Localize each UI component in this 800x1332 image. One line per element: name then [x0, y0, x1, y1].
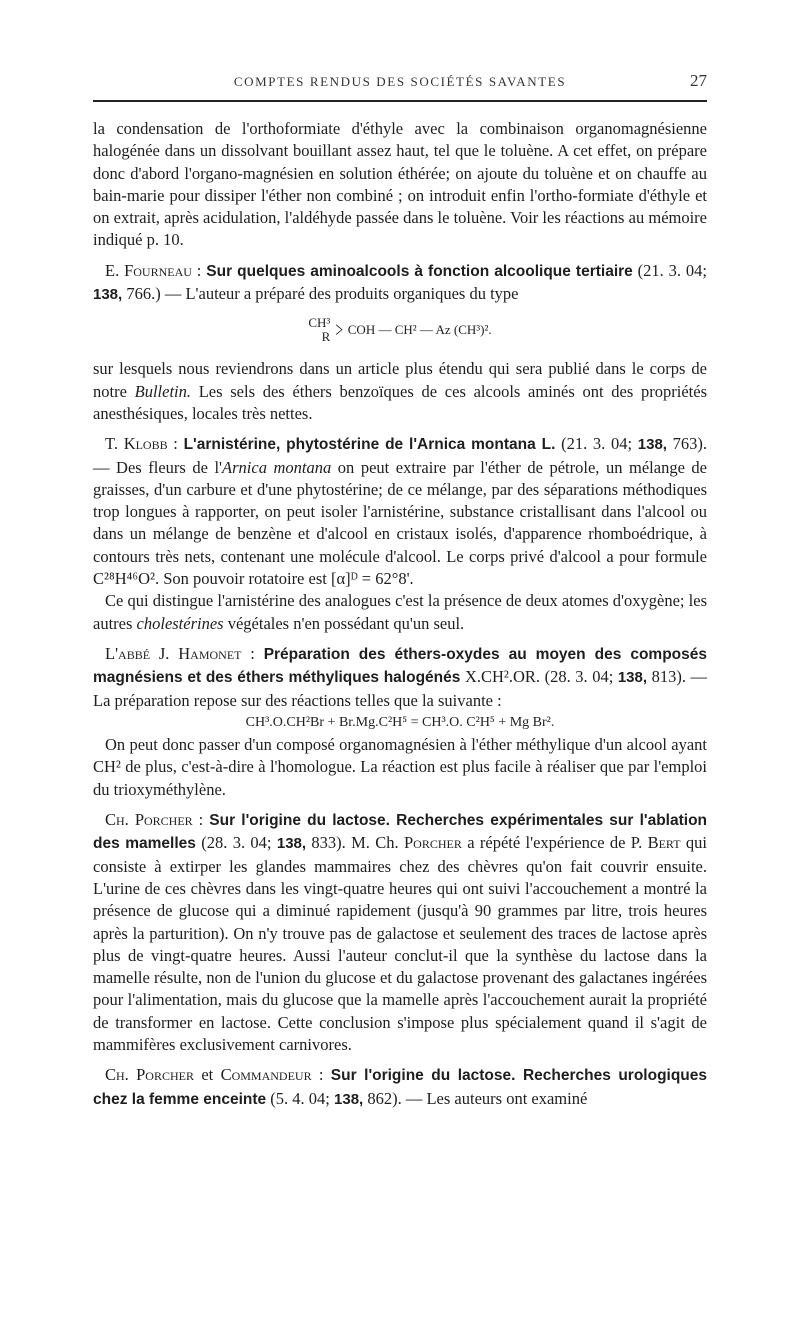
- author-name: Porcher: [136, 1065, 194, 1085]
- page-body: [93, 118, 707, 1111]
- page-number: 27: [690, 71, 707, 90]
- author-initial: L'abbé J.: [105, 643, 170, 663]
- author-initial: E.: [105, 260, 120, 280]
- reference: (21. 3. 04;: [637, 260, 707, 280]
- abstract-text: — Les auteurs ont examiné: [405, 1088, 588, 1108]
- abstract-text: — La préparation repose sur des réactions telles que la suivante :: [93, 667, 708, 710]
- reference-page: 813).: [651, 667, 686, 687]
- abstract-text: — Des fleurs de l': [93, 457, 223, 477]
- volume-number: 138,: [334, 1090, 364, 1108]
- abstract-text: on peut extraire par l'éther de pétrole, un mélange de graisses, d'un carbure et d'une phytostérine; de ce mélange, par des séparations méthodiques trop longues à rapporter, on peut isoler l'arnistérine, substance cristallisant dans l'alcool ou dans un mélange de benzène et d'alcool en cristaux isolés, d'apparence rhomboédrique, à contours très nets, contenant une molécule d'alcool. Le corps privé d'alcool a pour formule C²⁸H⁴⁶O². Son pouvoir rotatoire est [α]ᴰ = 62°8'.: [93, 457, 708, 589]
- connector: et: [201, 1065, 214, 1085]
- formula-bottom: R: [321, 329, 331, 345]
- author-initial: Ch.: [105, 1065, 129, 1085]
- formula-top: CH³: [308, 315, 331, 331]
- abstract-porcher-commandeur: Ch. Porcher et Commandeur : Sur l'origine du lactose. Recherches urologiques chez la femme enceinte (5. 4. 04; 138, 862). — Les auteurs ont examiné: [93, 1065, 708, 1108]
- reference: (5. 4. 04;: [270, 1088, 330, 1108]
- abstract-title: Sur l'origine du lactose. Recherches urologiques chez la femme enceinte: [93, 1067, 708, 1108]
- author-initial: T.: [105, 434, 118, 454]
- abstract-title: Sur l'origine du lactose. Recherches expérimentales sur l'ablation des mamelles: [93, 812, 707, 853]
- abstract-text: qui consiste à extirper les glandes mammaires chez des chèvres qu'on fait couvrir ensuite. L'urine de ces chèvres dans les vingt-quatre heures qui ont suivi l'accouchement a montré la présence de glucose qui a diminué rapidement (jusqu'à 90 grammes par litre, trois heures après la parturition). On n'y trouve pas de galactose et seulement des traces de lactose après plus de vingt-quatre heures. Aussi l'auteur conclut-il que la synthèse du lactose dans la mamelle résulte, non de l'union du glucose et du galactose provenant des galactanes ingérées pour l'alimentation, mais du glucose que la mamelle après l'accouchement aurait la propriété de transformer en lactose. Cette conclusion s'impose plus spécialement quand il s'agit de mammifères exclusivement carnivores.: [93, 833, 707, 1054]
- abstract-fourneau-cont: [93, 358, 707, 425]
- volume-number: 138,: [637, 436, 667, 454]
- abstract-text: a répété l'expérience de P.: [467, 833, 643, 853]
- author-name: Bert: [647, 833, 681, 853]
- reference-page: 766.): [126, 284, 161, 304]
- volume-number: 138,: [617, 669, 648, 687]
- abstract-text: Ce qui distingue l'arnistérine des analogues c'est la présence de deux atomes d'oxygène; les autres: [93, 591, 707, 633]
- abstract-title: Préparation des éthers-oxydes au moyen des composés magnésiens et des éthers méthyliques halogénés: [93, 645, 707, 687]
- author-name: Hamonet: [178, 643, 242, 663]
- reaction-equation: CH³.O.CH²Br + Br.Mg.C²H⁵ = CH³.O. C²H⁵ + Mg Br².: [245, 714, 555, 730]
- abstract-text: — L'auteur a préparé des produits organiques du type: [164, 284, 519, 304]
- reference-page: 862).: [367, 1088, 402, 1108]
- abstract-porcher: Ch. Porcher : Sur l'origine du lactose. Recherches expérimentales sur l'ablation des mamelles (28. 3. 04; 138, 833). M. Ch. Porcher a répété l'expérience de P. Bert qui consiste à extirper les glandes mammaires chez des chèvres qu'on fait couvrir ensuite. L'urine de ces chèvres dans les vingt-quatre heures qui ont suivi l'accouchement a montré la présence de glucose qui a diminué rapidement (jusqu'à 90 grammes par litre, trois heures après la parturition). On n'y trouve pas de galactose et seulement des traces de lactose après plus de vingt-quatre heures. Aussi l'auteur conclut-il que la synthèse du lactose dans la mamelle résulte, non de l'union du glucose et du galactose provenant des galactanes ingérées pour l'alimentation, mais du glucose que la mamelle après l'accouchement aurait la propriété de transformer en lactose. Cette conclusion s'impose plus spécialement quand il s'agit de mammifères exclusivement carnivores.: [93, 810, 707, 1054]
- structural-formula: [93, 308, 707, 352]
- author-name: Porcher: [134, 810, 193, 830]
- abstract-hamonet-cont: On peut donc passer d'un composé organomagnésien à l'éther méthylique d'un alcool ayant CH² de plus, c'est-à-dire à l'homologue. La réaction est plus facile à réaliser que par l'emploi du trioxyméthylène.: [93, 735, 707, 799]
- formula-rest: COH — CH² — Az (CH³)².: [347, 322, 492, 338]
- inline-formula: X.CH².OR.: [464, 667, 541, 687]
- abstract-text: végétales n'en possédant qu'un seul.: [227, 613, 465, 633]
- reference-page: 763).: [672, 434, 708, 454]
- volume-number: 138,: [93, 286, 123, 304]
- page-header: [93, 66, 707, 102]
- reference: (21. 3. 04;: [561, 434, 633, 454]
- abstract-text: sur lesquels nous reviendrons dans un article plus étendu qui sera publié dans le corps de notre: [93, 359, 707, 401]
- reference: (28. 3. 04;: [544, 667, 614, 687]
- author-name: Commandeur: [220, 1065, 312, 1085]
- abstract-text: Les sels des éthers benzoïques de ces alcools aminés ont des propriétés anesthésiques, locales très nettes.: [93, 381, 707, 423]
- italic-term: cholestérines: [136, 613, 224, 633]
- abstract-klobb-cont: [93, 590, 707, 635]
- bracket-glyph: >: [335, 317, 344, 343]
- paragraph-continuation: la condensation de l'orthoformiate d'éthyle avec la combinaison organomagnésienne halogénée dans un dissolvant bouillant assez haut, tel que le toluène. A cet effet, on prépare donc d'abord l'organo-magnésien en solution éthérée; on ajoute du toluène et on chauffe au bain-marie pour dissiper l'éther non combiné ; on introduit enfin l'ortho-formiate d'éthyle et on extrait, après acidulation, l'aldéhyde passée dans le toluène. Voir les réactions au mémoire indiqué p. 10.: [93, 119, 707, 250]
- bulletin-title: Bulletin.: [134, 381, 191, 401]
- abstract-title: Sur quelques aminoalcools à fonction alcoolique tertiaire: [206, 262, 633, 280]
- species-name: Arnica montana: [222, 457, 332, 477]
- author-name: Klobb: [123, 434, 168, 454]
- volume-number: 138,: [276, 835, 307, 853]
- reference: (28. 3. 04;: [201, 833, 272, 853]
- running-head: COMPTES RENDUS DES SOCIÉTÉS SAVANTES: [233, 74, 567, 89]
- abstract-klobb: T. Klobb : L'arnistérine, phytostérine de l'Arnica montana L. (21. 3. 04; 138, 763). — Des fleurs de l'Arnica montana on peut extraire par l'éther de pétrole, un mélange de graisses, d'un carbure et d'une phytostérine; de ce mélange, par des séparations méthodiques trop longues à rapporter, on peut isoler l'arnistérine, substance cristallisant dans l'alcool ou dans un mélange de benzène et d'alcool en cristaux isolés, d'apparence rhomboédrique, à contours très nets, contenant une molécule d'alcool. Le corps privé d'alcool a pour formule C²⁸H⁴⁶O². Son pouvoir rotatoire est [α]ᴰ = 62°8'.: [93, 434, 708, 589]
- abstract-text: M. Ch.: [351, 833, 399, 853]
- abstract-hamonet: L'abbé J. Hamonet : Préparation des éthers-oxydes au moyen des composés magnésiens et des éthers méthyliques halogénés X.CH².OR. (28. 3. 04; 138, 813). — La préparation repose sur des réactions telles que la suivante :: [93, 643, 708, 710]
- author-name: Fourneau: [124, 260, 192, 280]
- abstract-title: L'arnistérine, phytostérine de l'Arnica montana L.: [183, 436, 556, 454]
- reference-page: 833).: [311, 833, 346, 853]
- author-name: Porcher: [404, 833, 462, 853]
- author-initial: Ch.: [105, 810, 129, 830]
- abstract-fourneau: E. Fourneau : Sur quelques aminoalcools à fonction alcoolique tertiaire (21. 3. 04; 138, 766.) — L'auteur a préparé des produits organiques du type: [93, 260, 707, 304]
